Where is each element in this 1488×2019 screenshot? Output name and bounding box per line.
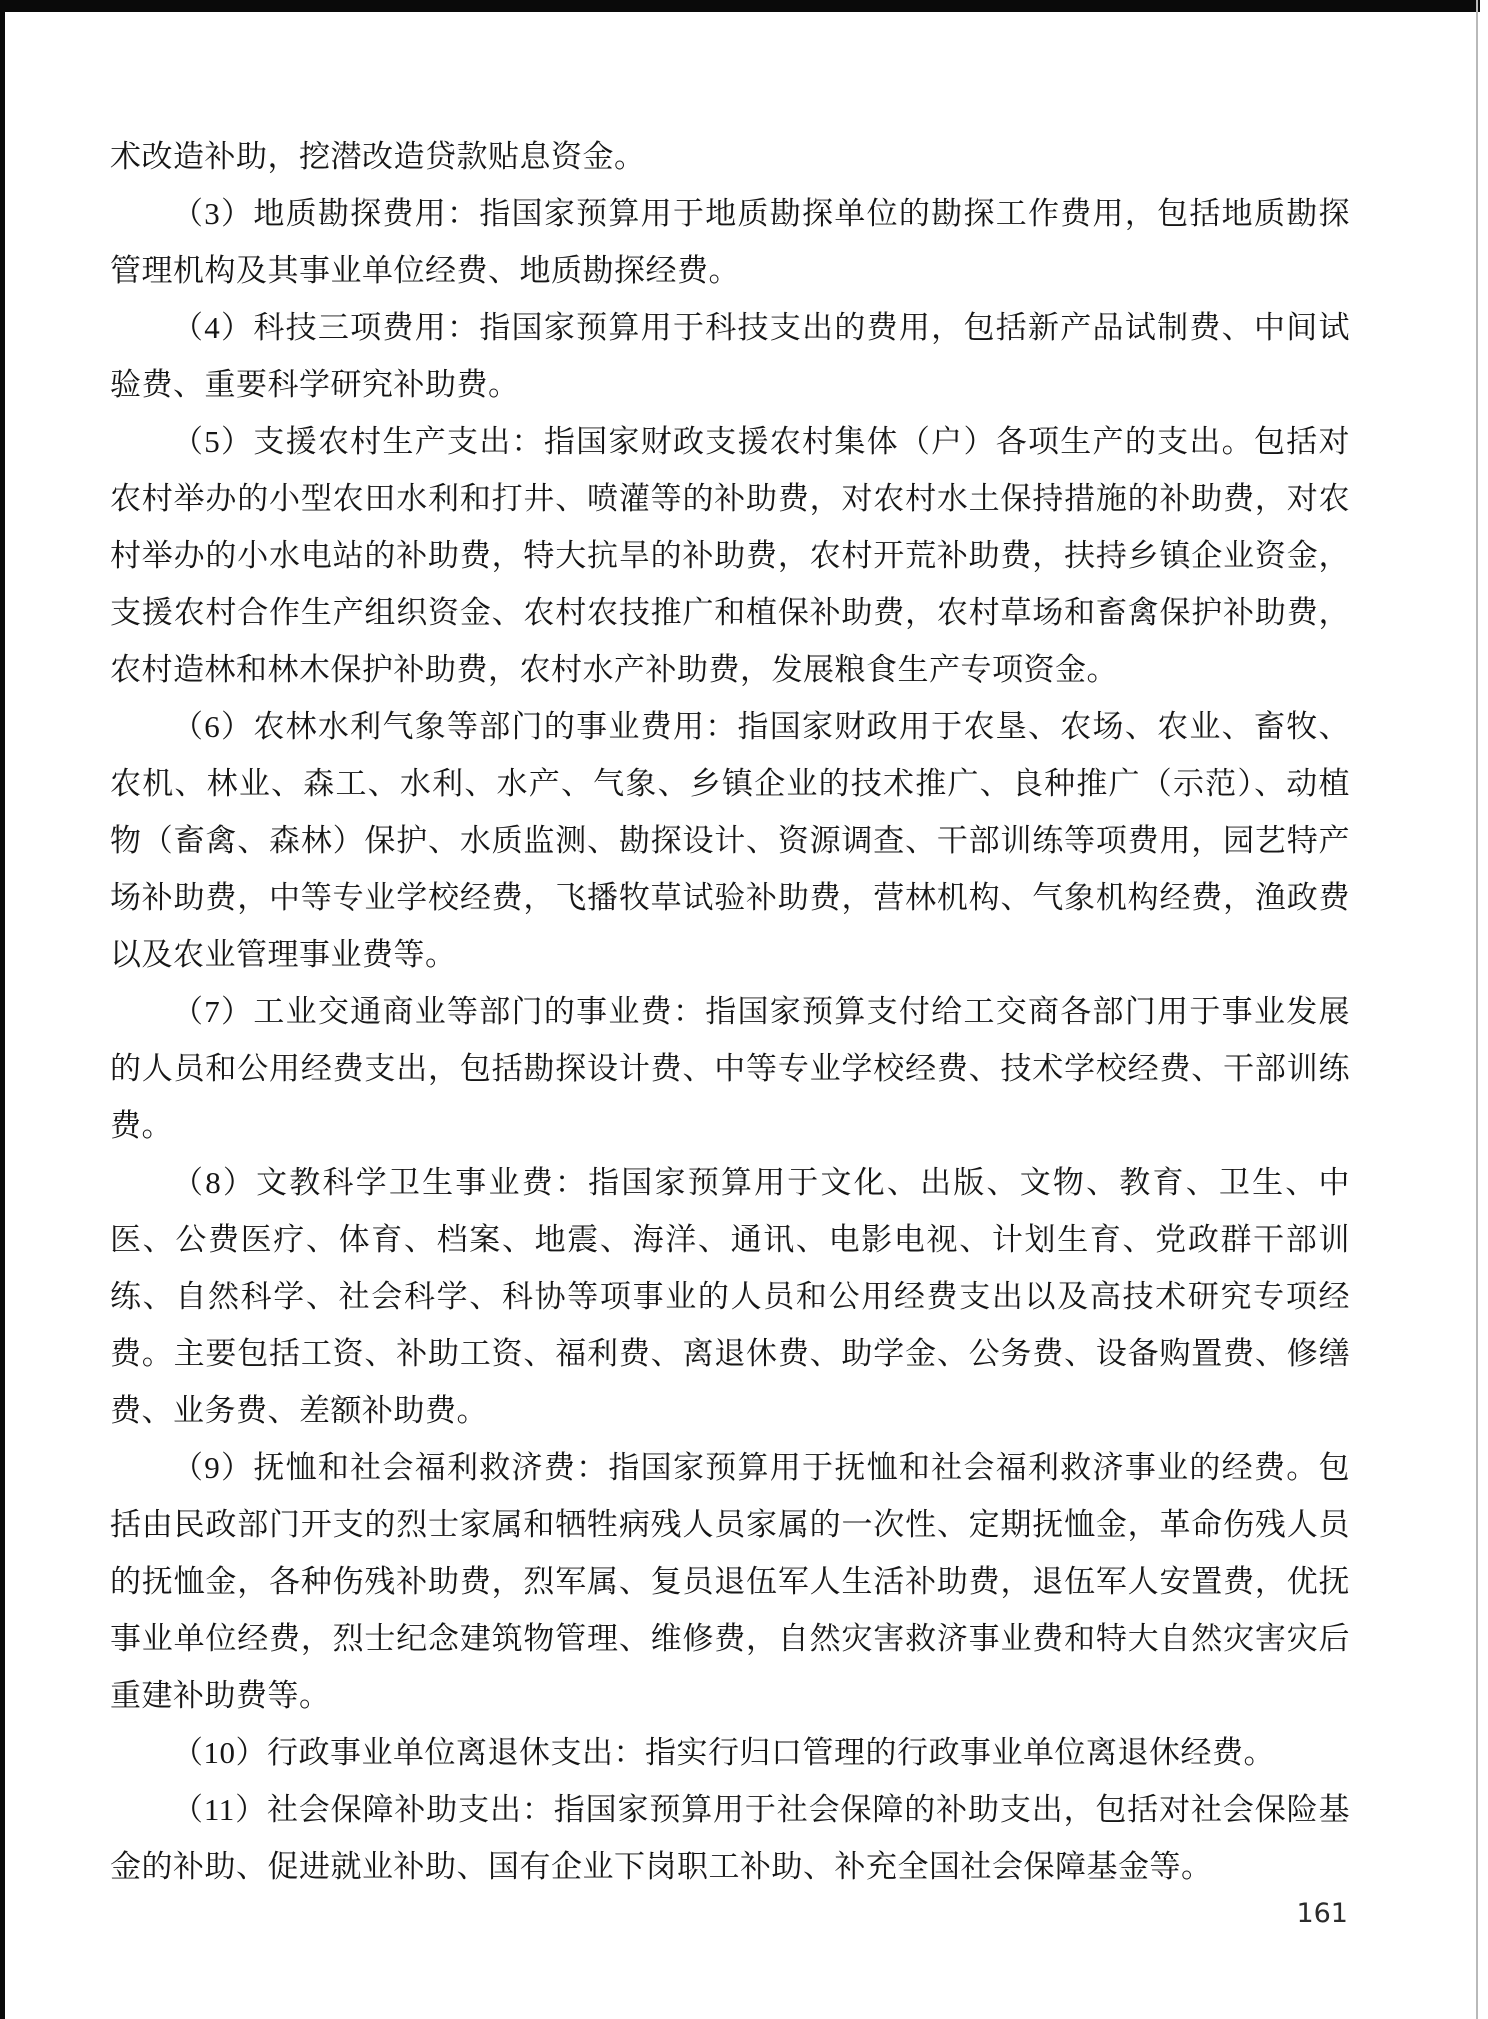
- paragraph-item-7: （7）工业交通商业等部门的事业费：指国家预算支付给工交商各部门用于事业发展的人员和公用经费支出，包括勘探设计费、中等专业学校经费、技术学校经费、干部训练费。: [110, 994, 1350, 1143]
- document-text-block: [110, 128, 1350, 1895]
- paragraph-item-8: （8）文教科学卫生事业费：指国家预算用于文化、出版、文物、教育、卫生、中医、公费医疗、体育、档案、地震、海洋、通讯、电影电视、计划生育、党政群干部训练、自然科学、社会科学、科协等项事业的人员和公用经费支出以及高技术研究专项经费。主要包括工资、补助工资、福利费、离退休费、助学金、公务费、设备购置费、修缮费、业务费、差额补助费。: [110, 1165, 1350, 1428]
- paragraph-item-4: （4）科技三项费用：指国家预算用于科技支出的费用，包括新产品试制费、中间试验费、重要科学研究补助费。: [110, 310, 1350, 402]
- page-number: 161: [1296, 1898, 1348, 1929]
- paragraph-item-9: （9）抚恤和社会福利救济费：指国家预算用于抚恤和社会福利救济事业的经费。包括由民政部门开支的烈士家属和牺牲病残人员家属的一次性、定期抚恤金，革命伤残人员的抚恤金，各种伤残补助费，烈军属、复员退伍军人生活补助费，退伍军人安置费，优抚事业单位经费，烈士纪念建筑物管理、维修费，自然灾害救济事业费和特大自然灾害灾后重建补助费等。: [110, 1450, 1350, 1713]
- paragraph-item-11: （11）社会保障补助支出：指国家预算用于社会保障的补助支出，包括对社会保险基金的补助、促进就业补助、国有企业下岗职工补助、补充全国社会保障基金等。: [110, 1792, 1350, 1884]
- scan-edge-left: [0, 0, 5, 2019]
- paragraph-item-10: （10）行政事业单位离退休支出：指实行归口管理的行政事业单位离退休经费。: [172, 1735, 1275, 1770]
- scan-edge-top: [0, 0, 1480, 12]
- paragraph-item-3: （3）地质勘探费用：指国家预算用于地质勘探单位的勘探工作费用，包括地质勘探管理机构及其事业单位经费、地质勘探经费。: [110, 196, 1350, 288]
- scan-edge-right: [1476, 0, 1478, 2019]
- paragraph-continuation: 术改造补助，挖潜改造贷款贴息资金。: [110, 139, 646, 174]
- paragraph-item-5: （5）支援农村生产支出：指国家财政支援农村集体（户）各项生产的支出。包括对农村举办的小型农田水利和打井、喷灌等的补助费，对农村水土保持措施的补助费，对农村举办的小水电站的补助费，特大抗旱的补助费，农村开荒补助费，扶持乡镇企业资金，支援农村合作生产组织资金、农村农技推广和植保补助费，农村草场和畜禽保护补助费，农村造林和林木保护补助费，农村水产补助费，发展粮食生产专项资金。: [110, 424, 1350, 687]
- paragraph-item-6: （6）农林水利气象等部门的事业费用：指国家财政用于农垦、农场、农业、畜牧、农机、林业、森工、水利、水产、气象、乡镇企业的技术推广、良种推广（示范）、动植物（畜禽、森林）保护、水质监测、勘探设计、资源调查、干部训练等项费用，园艺特产场补助费，中等专业学校经费，飞播牧草试验补助费，营林机构、气象机构经费，渔政费以及农业管理事业费等。: [110, 709, 1350, 972]
